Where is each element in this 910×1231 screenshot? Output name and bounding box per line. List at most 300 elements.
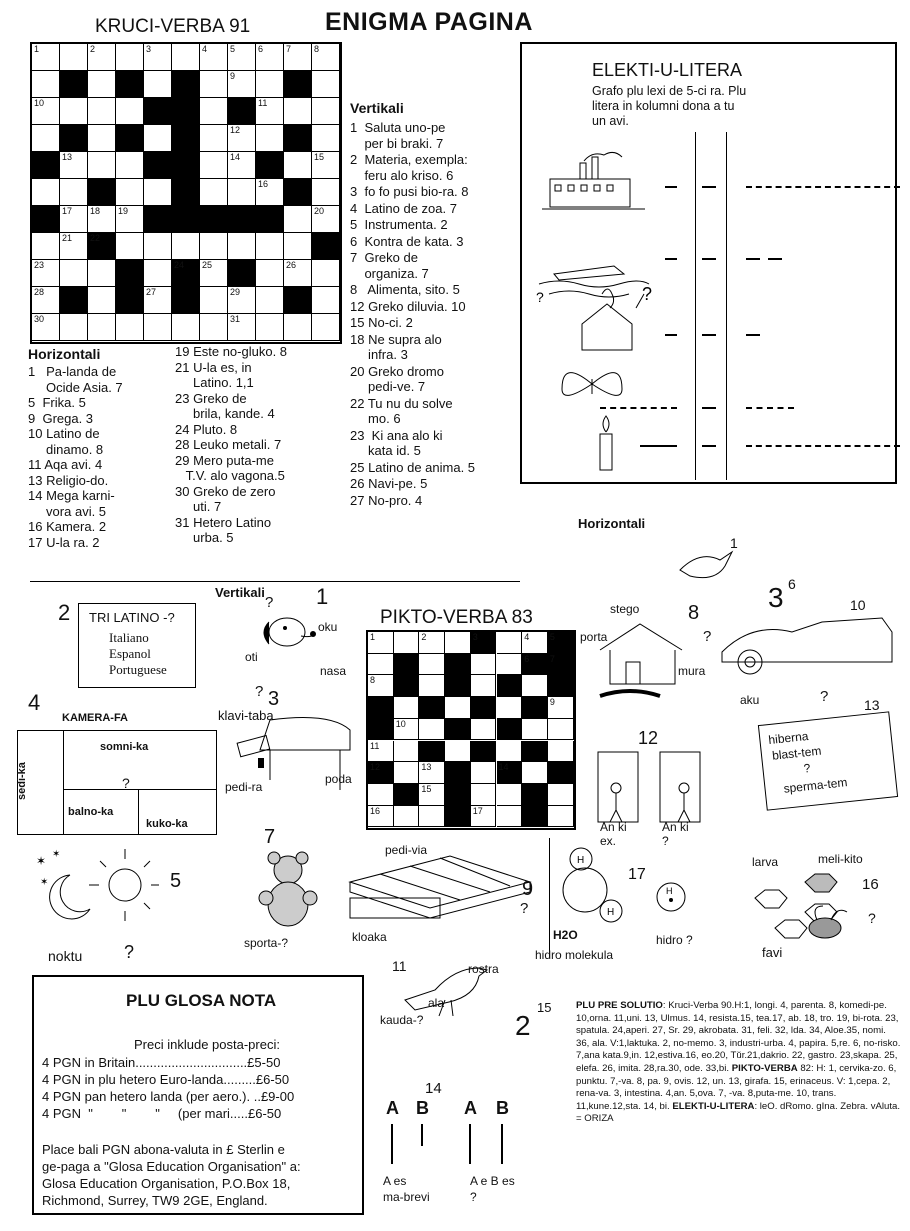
hiberna-question: ? bbox=[802, 760, 812, 776]
svg-text:H: H bbox=[666, 886, 673, 896]
grid-cell bbox=[312, 179, 340, 206]
glosa-nota-intro: Preci inklude posta-preci: bbox=[134, 1037, 280, 1052]
grid-cell bbox=[172, 179, 200, 206]
grid-cell bbox=[200, 314, 228, 341]
clue-number-2-15: 2 bbox=[515, 1010, 531, 1041]
grid-cell bbox=[60, 179, 88, 206]
line-a-long bbox=[391, 1124, 393, 1164]
grid-cell bbox=[394, 741, 420, 763]
solutio-elekti-heading: ELEKTI-U-LITERA bbox=[672, 1100, 755, 1112]
clue-item: 27 No-pro. 4 bbox=[350, 492, 423, 508]
clue-item: 2 Materia, exempla: feru alo kriso. 6 bbox=[350, 152, 468, 183]
label-larva: larva bbox=[752, 855, 779, 869]
grid-cell bbox=[116, 98, 144, 125]
label-somni-ka: somni-ka bbox=[100, 741, 149, 753]
kamera-fa-label: KAMERA-FA bbox=[62, 712, 128, 724]
grid-cell bbox=[368, 675, 394, 697]
grid-cell bbox=[88, 260, 116, 287]
clue-number-4: 4 bbox=[28, 690, 41, 715]
grid-cell-number: 19 bbox=[118, 206, 129, 216]
grid-cell-number: 29 bbox=[230, 287, 241, 297]
pikto-horizontali-heading: Horizontali bbox=[578, 516, 646, 531]
grid-cell bbox=[548, 806, 574, 828]
label-kuko-ka: kuko-ka bbox=[146, 818, 188, 830]
grid-cell bbox=[256, 314, 284, 341]
car-illustration bbox=[712, 612, 902, 687]
grid-cell bbox=[284, 260, 312, 287]
grid-cell bbox=[88, 233, 116, 260]
label-aku: aku bbox=[740, 693, 760, 707]
grid-cell bbox=[60, 152, 88, 179]
grid-cell bbox=[228, 98, 256, 125]
svg-text:✶: ✶ bbox=[40, 877, 49, 888]
grid-cell bbox=[256, 125, 284, 152]
label-meli-kito: meli-kito bbox=[818, 852, 863, 866]
grid-cell-number: 1 bbox=[34, 44, 40, 54]
grid-cell-number: 6 bbox=[258, 44, 264, 54]
grid-cell bbox=[312, 287, 340, 314]
grid-cell bbox=[522, 675, 548, 697]
clue-item: 1 Saluta uno-pe per bi braki. 7 bbox=[350, 120, 446, 151]
grid-cell bbox=[471, 741, 497, 763]
grid-cell-number: 10 bbox=[34, 98, 45, 108]
clue-number-8: 8 bbox=[688, 602, 700, 624]
svg-text:H: H bbox=[607, 907, 615, 918]
answer-blank bbox=[702, 334, 716, 336]
grid-cell bbox=[256, 287, 284, 314]
grid-cell bbox=[394, 675, 420, 697]
svg-text:H: H bbox=[577, 855, 585, 866]
grid-cell bbox=[144, 98, 172, 125]
tri-latino-box bbox=[78, 603, 196, 688]
grid-cell-number: 6 bbox=[524, 653, 530, 664]
clue-number-13: 13 bbox=[864, 697, 880, 713]
piano-question: ? bbox=[255, 683, 264, 700]
grid-cell bbox=[312, 314, 340, 341]
label-a-es-ma-brevi: A es ma-brevi bbox=[383, 1174, 430, 1204]
grid-cell bbox=[228, 71, 256, 98]
label-sporta: sporta-? bbox=[244, 936, 289, 950]
grid-cell bbox=[88, 287, 116, 314]
grid-cell bbox=[548, 784, 574, 806]
clue-item: 6 Kontra de kata. 3 bbox=[350, 233, 464, 249]
grid-cell bbox=[60, 125, 88, 152]
label-an-ki-ex: An ki ex. bbox=[600, 820, 627, 848]
grid-cell-number: 28 bbox=[34, 287, 45, 297]
horizontali-heading: Horizontali bbox=[28, 346, 101, 362]
label-favi: favi bbox=[762, 945, 783, 960]
clue-item: 28 Leuko metali. 7 bbox=[175, 437, 282, 452]
grid-cell-number: 25 bbox=[202, 260, 213, 270]
grid-cell bbox=[256, 260, 284, 287]
grid-cell-number: 20 bbox=[314, 206, 325, 216]
grid-cell-number: 15 bbox=[314, 152, 325, 162]
label-noktu: noktu bbox=[48, 948, 83, 964]
clue-superscript-15: 15 bbox=[537, 1000, 552, 1015]
clue-number-3: 3 bbox=[268, 688, 280, 710]
grid-cell-number: 18 bbox=[90, 206, 101, 216]
grid-cell bbox=[548, 654, 574, 676]
grid-cell bbox=[284, 125, 312, 152]
grid-cell-number: 16 bbox=[258, 179, 269, 189]
clue-item: 23 Greko de brila, kande. 4 bbox=[175, 390, 275, 421]
letter-b-1: B bbox=[416, 1098, 429, 1118]
grid-cell bbox=[312, 71, 340, 98]
grid-cell bbox=[445, 762, 471, 784]
grid-cell bbox=[60, 287, 88, 314]
grid-cell bbox=[419, 675, 445, 697]
pavement-question: ? bbox=[520, 900, 529, 917]
grid-cell bbox=[368, 654, 394, 676]
grid-cell-number: 9 bbox=[230, 71, 236, 81]
grid-cell bbox=[419, 762, 445, 784]
grid-cell bbox=[284, 152, 312, 179]
grid-cell bbox=[497, 762, 523, 784]
grid-cell bbox=[116, 125, 144, 152]
solutio-pikto: 82: H: 1, cervika-zo. 6, punktu. 7,-va. 8, pa. 9, ovis. 12, un. 13, girafa. 15, erinaceus. V: 1,cepa. 2, rena-va. 3, intestina. 4,an. 5,ova. 7, -va. 8,puta-me. 10, trans. 11,kune.12,sta. 14, bi. bbox=[576, 1062, 897, 1112]
grid-cell bbox=[228, 287, 256, 314]
label-ala: ala bbox=[428, 996, 445, 1010]
grid-cell bbox=[256, 233, 284, 260]
label-an-ki-q: An ki ? bbox=[662, 820, 689, 848]
answer-blank bbox=[746, 445, 900, 447]
label-oti: oti bbox=[245, 650, 258, 664]
grid-cell-number: 24 bbox=[174, 260, 185, 270]
clue-item: 25 Latino de anima. 5 bbox=[350, 459, 476, 475]
pavement-illustration bbox=[340, 852, 540, 932]
grid-cell-number: 31 bbox=[230, 314, 241, 324]
grid-cell bbox=[368, 762, 394, 784]
grid-cell-number: 4 bbox=[524, 632, 530, 642]
grid-cell bbox=[228, 152, 256, 179]
grid-cell bbox=[88, 44, 116, 71]
label-klavi-taba: klavi-taba bbox=[218, 708, 274, 723]
clue-number-16: 16 bbox=[862, 876, 879, 893]
grid-cell bbox=[497, 632, 523, 654]
label-oku: oku bbox=[318, 620, 338, 634]
grid-cell bbox=[312, 152, 340, 179]
grid-cell bbox=[522, 741, 548, 763]
grid-cell bbox=[497, 741, 523, 763]
grid-cell bbox=[88, 314, 116, 341]
grid-cell-number: 16 bbox=[370, 805, 381, 816]
label-poda: poda bbox=[325, 772, 352, 786]
grid-cell bbox=[419, 784, 445, 806]
grid-cell bbox=[445, 719, 471, 741]
grid-cell bbox=[144, 179, 172, 206]
grid-cell bbox=[32, 44, 60, 71]
grid-cell bbox=[200, 71, 228, 98]
grid-cell-number: 23 bbox=[34, 260, 45, 270]
grid-cell bbox=[32, 314, 60, 341]
tri-item-italiano: Italiano bbox=[109, 630, 149, 645]
grid-cell bbox=[256, 206, 284, 233]
kruci-verba-grid bbox=[30, 42, 342, 344]
solutio-heading: PLU PRE SOLUTIO bbox=[576, 1000, 663, 1011]
dog-question: ? bbox=[265, 594, 274, 611]
grid-cell bbox=[419, 719, 445, 741]
teddy-bear-illustration bbox=[248, 848, 328, 933]
grid-cell bbox=[172, 260, 200, 287]
grid-cell bbox=[172, 125, 200, 152]
grid-cell bbox=[88, 206, 116, 233]
grid-cell bbox=[497, 784, 523, 806]
clue-number-12: 12 bbox=[638, 728, 659, 748]
price-row-euro: 4 PGN in plu hetero Euro-landa.........£6-50 bbox=[42, 1072, 290, 1087]
grid-cell bbox=[172, 44, 200, 71]
grid-cell bbox=[368, 784, 394, 806]
grid-cell bbox=[522, 697, 548, 719]
svg-text:?: ? bbox=[536, 289, 544, 304]
grid-cell bbox=[284, 98, 312, 125]
grid-cell bbox=[394, 654, 420, 676]
burning-house-illustration bbox=[572, 284, 672, 354]
elekti-instructions: Grafo plu lexi de 5-ci ra. Plu litera in kolumni dona a tu un avi. bbox=[592, 84, 747, 128]
grid-cell bbox=[471, 784, 497, 806]
grid-cell bbox=[200, 98, 228, 125]
clue-number-7: 7 bbox=[264, 826, 276, 848]
clue-item: 20 Greko dromo pedi-ve. 7 bbox=[350, 363, 444, 394]
grid-cell bbox=[548, 632, 574, 654]
clue-number-5: 5 bbox=[170, 870, 182, 892]
grid-cell-number: 5 bbox=[230, 44, 236, 54]
grid-cell bbox=[172, 152, 200, 179]
clue-item: 22 Tu nu du solve mo. 6 bbox=[350, 395, 453, 426]
clue-item: 21 U-la es, in Latino. 1,1 bbox=[175, 359, 254, 390]
grid-cell bbox=[200, 152, 228, 179]
grid-cell bbox=[368, 632, 394, 654]
grid-cell bbox=[200, 44, 228, 71]
clue-item: 11 Aqa avi. 4 bbox=[28, 457, 103, 472]
clue-item: 24 Pluto. 8 bbox=[175, 421, 238, 437]
grid-cell bbox=[256, 44, 284, 71]
grid-cell-number: 14 bbox=[498, 762, 509, 773]
grid-cell-number: 7 bbox=[549, 653, 555, 664]
grid-cell-number: 10 bbox=[395, 718, 406, 729]
grid-cell bbox=[394, 632, 420, 654]
clue-item: 8 Alimenta, sito. 5 bbox=[350, 282, 460, 297]
grid-cell bbox=[200, 179, 228, 206]
grid-cell bbox=[284, 287, 312, 314]
kruci-verba-title: KRUCI-VERBA 91 bbox=[95, 16, 251, 37]
grid-cell bbox=[284, 206, 312, 233]
grid-cell bbox=[394, 697, 420, 719]
answer-blank bbox=[768, 258, 782, 260]
grid-cell bbox=[419, 806, 445, 828]
grid-cell bbox=[116, 179, 144, 206]
clue-number-1: 1 bbox=[316, 584, 329, 609]
grid-cell bbox=[144, 287, 172, 314]
grid-cell bbox=[88, 179, 116, 206]
solutio-elekti: : leO. dRomo. gIna. Zebra. vAluta. = ORIZA bbox=[576, 1100, 901, 1125]
grid-cell bbox=[116, 206, 144, 233]
grid-cell-number: 7 bbox=[286, 44, 292, 54]
house-question: ? bbox=[703, 628, 712, 645]
page-title: ENIGMA PAGINA bbox=[325, 8, 533, 36]
pikto-vertikali-heading: Vertikali bbox=[215, 585, 265, 600]
answer-blank bbox=[702, 445, 716, 447]
letter-a-2: A bbox=[464, 1098, 477, 1118]
clue-number-2: 2 bbox=[58, 600, 71, 625]
grid-cell bbox=[445, 632, 471, 654]
svg-text:?: ? bbox=[642, 284, 653, 304]
floor-plan-wall bbox=[63, 730, 64, 834]
grid-cell bbox=[228, 260, 256, 287]
grid-cell bbox=[548, 762, 574, 784]
label-blast-tem: blast-tem bbox=[771, 743, 822, 763]
label-hiberna: hiberna bbox=[767, 728, 810, 748]
grid-cell bbox=[445, 806, 471, 828]
grid-cell bbox=[116, 71, 144, 98]
grid-cell bbox=[471, 762, 497, 784]
grid-cell-number: 15 bbox=[421, 783, 432, 794]
grid-cell bbox=[445, 654, 471, 676]
hydrogen-atom-illustration bbox=[654, 880, 688, 914]
grid-cell bbox=[471, 806, 497, 828]
glosa-nota-box bbox=[32, 975, 364, 1215]
grid-cell bbox=[284, 179, 312, 206]
hidro-divider bbox=[549, 838, 550, 958]
clue-item: 9 Grega. 3 bbox=[28, 410, 94, 426]
house-illustration bbox=[590, 616, 700, 701]
svg-text:✶: ✶ bbox=[52, 849, 61, 860]
grid-cell bbox=[228, 125, 256, 152]
grid-cell-number: 3 bbox=[472, 632, 478, 642]
candle-illustration bbox=[592, 414, 622, 474]
svg-text:✶: ✶ bbox=[36, 854, 47, 868]
elekti-title: ELEKTI-U-LITERA bbox=[592, 60, 743, 80]
bee-question: ? bbox=[868, 910, 876, 926]
grid-cell bbox=[172, 314, 200, 341]
grid-cell-number: 17 bbox=[472, 805, 483, 816]
grid-cell bbox=[60, 260, 88, 287]
clue-item: 23 Ki ana alo ki kata id. 5 bbox=[350, 427, 443, 458]
answer-blank bbox=[702, 258, 716, 260]
label-pedi-ra: pedi-ra bbox=[225, 780, 263, 794]
grid-cell-number: 13 bbox=[421, 762, 432, 773]
grid-cell bbox=[445, 784, 471, 806]
clue-number-9: 9 bbox=[522, 878, 534, 900]
label-porta: porta bbox=[580, 630, 608, 644]
label-sedi-ka: sedi-ka bbox=[16, 762, 28, 800]
sun-moon-illustration bbox=[30, 845, 160, 945]
grid-cell bbox=[368, 741, 394, 763]
grid-cell bbox=[32, 71, 60, 98]
grid-cell bbox=[522, 806, 548, 828]
clue-item: 18 Ne supra alo infra. 3 bbox=[350, 331, 442, 362]
floor-plan-wall-v2 bbox=[138, 789, 139, 835]
grid-cell-number: 21 bbox=[62, 233, 73, 243]
grid-cell bbox=[522, 632, 548, 654]
grid-cell bbox=[32, 179, 60, 206]
clue-item: 13 Religio-do. bbox=[28, 472, 109, 488]
grid-cell-number: 26 bbox=[286, 260, 297, 270]
grid-cell bbox=[228, 314, 256, 341]
grid-cell bbox=[256, 71, 284, 98]
grid-cell bbox=[471, 697, 497, 719]
grid-cell bbox=[32, 152, 60, 179]
tri-item-portuguese: Portuguese bbox=[109, 662, 167, 677]
clue-number-10: 10 bbox=[850, 597, 866, 613]
grid-cell-number: 8 bbox=[370, 675, 376, 686]
answer-blank bbox=[746, 258, 760, 260]
section-divider bbox=[30, 581, 520, 582]
label-h2o: H2O bbox=[553, 928, 578, 942]
answer-blank bbox=[665, 258, 677, 260]
answer-blank bbox=[746, 186, 900, 188]
grid-cell bbox=[144, 260, 172, 287]
answer-blank bbox=[746, 407, 794, 409]
clue-item: 1 Pa-landa de Ocide Asia. 7 bbox=[28, 364, 123, 395]
grid-cell bbox=[312, 98, 340, 125]
grid-cell bbox=[497, 806, 523, 828]
clue-superscript-6: 6 bbox=[788, 576, 796, 592]
car-question: ? bbox=[820, 688, 829, 705]
grid-cell bbox=[200, 260, 228, 287]
grid-cell bbox=[200, 233, 228, 260]
answer-blank bbox=[746, 334, 760, 336]
solutions-text bbox=[576, 1000, 901, 1126]
answer-blank bbox=[665, 334, 677, 336]
grid-cell-number: 11 bbox=[258, 98, 268, 108]
label-a-e-b-es: A e B es ? bbox=[470, 1174, 515, 1204]
grid-cell bbox=[312, 260, 340, 287]
clue-item: 26 Navi-pe. 5 bbox=[350, 476, 428, 491]
clue-item: 4 Latino de zoa. 7 bbox=[350, 200, 457, 216]
elekti-u-litera-box bbox=[520, 42, 897, 484]
floor-plan-wall-h bbox=[63, 789, 216, 790]
grid-cell bbox=[144, 206, 172, 233]
noktu-question: ? bbox=[124, 942, 135, 962]
clue-item: 31 Hetero Latino urba. 5 bbox=[175, 514, 272, 545]
grid-cell bbox=[312, 233, 340, 260]
horizontali-clues-col1 bbox=[28, 364, 173, 550]
price-row-aero: 4 PGN pan hetero landa (per aero.). ..£9-00 bbox=[42, 1089, 295, 1104]
solutio-kruci: : Kruci-Verba 90.H:1, longi. 4, parenta. 8, komedi-pe. 10,orna. 11,uni. 13, Ulmus. 14, resista.15, tea.17, ab. 18, tro. 19, bi-rota. 23, spatula. 24,aperi. 27, Sr. 29, akrobata. 31, feli. 32, lda. 34, Aloe.35, nomi. 36, ala. V:1,laktuka. 2, no-memo. 3, industri-urba. 4, papira. 5,re. 6, no-risko. 7,ana kata.9,in. 12,estiva.16, eo.20, Tŭr.21,dakrio. 22, gastro. 23,skapa. 25, elefa. 26, imita. 28,ra.30, ode. 33,bi. bbox=[576, 1000, 901, 1074]
clue-item: 17 U-la ra. 2 bbox=[28, 534, 100, 550]
grid-cell-number: 11 bbox=[370, 740, 380, 751]
grid-cell bbox=[445, 741, 471, 763]
butterfly-illustration bbox=[552, 359, 632, 409]
grid-cell bbox=[88, 125, 116, 152]
water-molecule-illustration bbox=[555, 845, 635, 935]
price-row-mari: 4 PGN " " " (per mari.....£6-50 bbox=[42, 1106, 282, 1121]
label-nasa: nasa bbox=[320, 664, 347, 678]
clue-item: 10 Latino de dinamo. 8 bbox=[28, 426, 104, 457]
grid-cell bbox=[32, 206, 60, 233]
grid-cell bbox=[471, 675, 497, 697]
grid-cell bbox=[548, 741, 574, 763]
hiberna-card bbox=[758, 711, 898, 810]
label-rostra: rostra bbox=[468, 962, 499, 976]
grid-cell bbox=[200, 206, 228, 233]
grid-cell bbox=[548, 719, 574, 741]
grid-cell bbox=[172, 98, 200, 125]
factory-illustration bbox=[540, 149, 650, 219]
grid-cell bbox=[419, 632, 445, 654]
grid-cell bbox=[88, 152, 116, 179]
clue-number-14: 14 bbox=[425, 1080, 442, 1097]
grid-cell-number: 4 bbox=[202, 44, 208, 54]
grid-cell bbox=[116, 233, 144, 260]
clue-item: 12 Greko diluvia. 10 bbox=[350, 298, 466, 314]
grid-cell bbox=[228, 206, 256, 233]
grid-cell bbox=[368, 719, 394, 741]
grid-cell-number: 9 bbox=[549, 697, 555, 708]
grid-cell bbox=[471, 632, 497, 654]
grid-cell bbox=[497, 719, 523, 741]
grid-cell-number: 8 bbox=[314, 44, 320, 54]
